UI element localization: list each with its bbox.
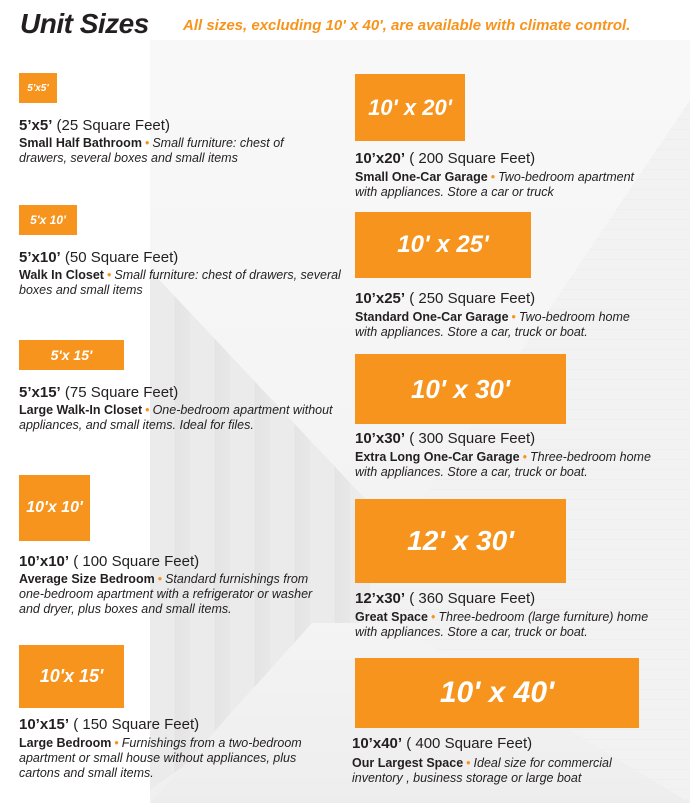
unit-description [355,610,655,640]
unit-name: Great Space [355,610,428,624]
bullet-dot: • [490,170,496,184]
unit-description [19,572,329,617]
bullet-dot: • [522,450,528,464]
bullet-dot: • [466,756,471,770]
unit-dimensions: 5’x15’ [19,384,61,401]
unit-name: Small Half Bathroom [19,136,142,150]
unit-size-badge: 10' x 40' [355,658,639,728]
unit-size-line [19,117,170,135]
unit-description [19,403,339,433]
unit-size-line [355,590,535,608]
unit-dimensions: 10’x25’ [355,290,406,307]
unit-dimensions: 10’x40’ [352,735,403,752]
unit-area: (50 Square Feet) [60,249,179,266]
unit-detail: One-bedroom apartment without appliances, and small items. Ideal for files. [19,403,333,432]
unit-name: Our Largest Space [352,756,464,770]
unit-name: Extra Long One-Car Garage [355,450,520,464]
unit-size-line [19,384,178,402]
unit-area: ( 200 Square Feet) [405,150,536,167]
unit-name: Large Bedroom [19,736,112,750]
unit-area: ( 100 Square Feet) [69,553,200,570]
unit-dimensions: 10’x10’ [19,553,70,570]
bullet-dot: • [144,136,150,150]
unit-description [352,756,652,786]
bullet-dot: • [106,268,112,282]
unit-name: Standard One-Car Garage [355,310,509,324]
climate-control-note: All sizes, excluding 10' x 40', are available with climate control. [183,17,631,34]
unit-size-badge: 10'x 15' [19,645,124,708]
unit-detail: Ideal size for commercial inventory , business storage or large boat [352,756,612,785]
unit-size-line [19,249,178,267]
bullet-dot: • [157,572,163,586]
unit-size-badge: 5'x 10' [19,205,77,235]
unit-description [355,170,655,200]
unit-area: (25 Square Feet) [52,117,170,134]
unit-area: ( 300 Square Feet) [405,430,536,447]
unit-area: ( 360 Square Feet) [405,590,536,607]
unit-detail: Small furniture: chest of drawers, several boxes and small items [19,136,284,165]
unit-area: (75 Square Feet) [60,384,179,401]
unit-detail: Three-bedroom (large furniture) home with appliances. Store a car, truck or boat. [355,610,649,639]
unit-size-line [355,290,535,308]
bullet-dot: • [145,403,150,417]
unit-size-badge: 10' x 25' [355,212,531,278]
unit-dimensions: 10’x20’ [355,150,406,167]
unit-dimensions: 10’x15’ [19,716,70,733]
unit-size-badge: 12' x 30' [355,499,566,583]
unit-area: ( 250 Square Feet) [405,290,536,307]
unit-detail: Two-bedroom apartment with appliances. Store a car or truck [355,170,635,199]
unit-size-badge: 5'x 15' [19,340,124,370]
unit-size-badge: 10' x 30' [355,354,566,424]
unit-description [19,136,329,166]
unit-size-line [352,735,532,753]
unit-dimensions: 10’x30’ [355,430,406,447]
unit-detail: Furnishings from a two-bedroom apartment or small house without appliances, plus cartons and small items. [19,736,302,780]
unit-size-line [355,150,535,168]
unit-size-line [19,553,199,571]
unit-description [355,310,655,340]
unit-description [19,268,341,298]
unit-size-badge: 10'x 10' [19,475,90,541]
unit-area: ( 150 Square Feet) [69,716,200,733]
bullet-dot: • [511,310,516,324]
page-title: Unit Sizes [20,8,149,39]
unit-detail: Three-bedroom home with appliances. Store a car, truck or boat. [355,450,651,479]
unit-area: ( 400 Square Feet) [402,735,533,752]
unit-size-line [19,716,199,734]
unit-size-badge: 10' x 20' [355,74,465,141]
unit-description [355,450,665,480]
unit-detail: Standard furnishings from one-bedroom apartment with a refrigerator or washer and dryer, plus boxes and small items. [19,572,313,616]
unit-dimensions: 5’x10’ [19,249,61,266]
bullet-dot: • [114,736,119,750]
unit-description [19,736,319,781]
unit-dimensions: 5’x5’ [19,117,53,134]
unit-detail: Small furniture: chest of drawers, several boxes and small items [19,268,341,297]
unit-detail: Two-bedroom home with appliances. Store a car, truck or boat. [355,310,630,339]
unit-name: Large Walk-In Closet [19,403,143,417]
unit-size-line [355,430,535,448]
unit-name: Small One-Car Garage [355,170,488,184]
unit-name: Average Size Bedroom [19,572,155,586]
bullet-dot: • [430,610,436,624]
unit-size-badge: 5'x5' [19,73,57,103]
unit-name: Walk In Closet [19,268,104,282]
unit-dimensions: 12’x30’ [355,590,406,607]
